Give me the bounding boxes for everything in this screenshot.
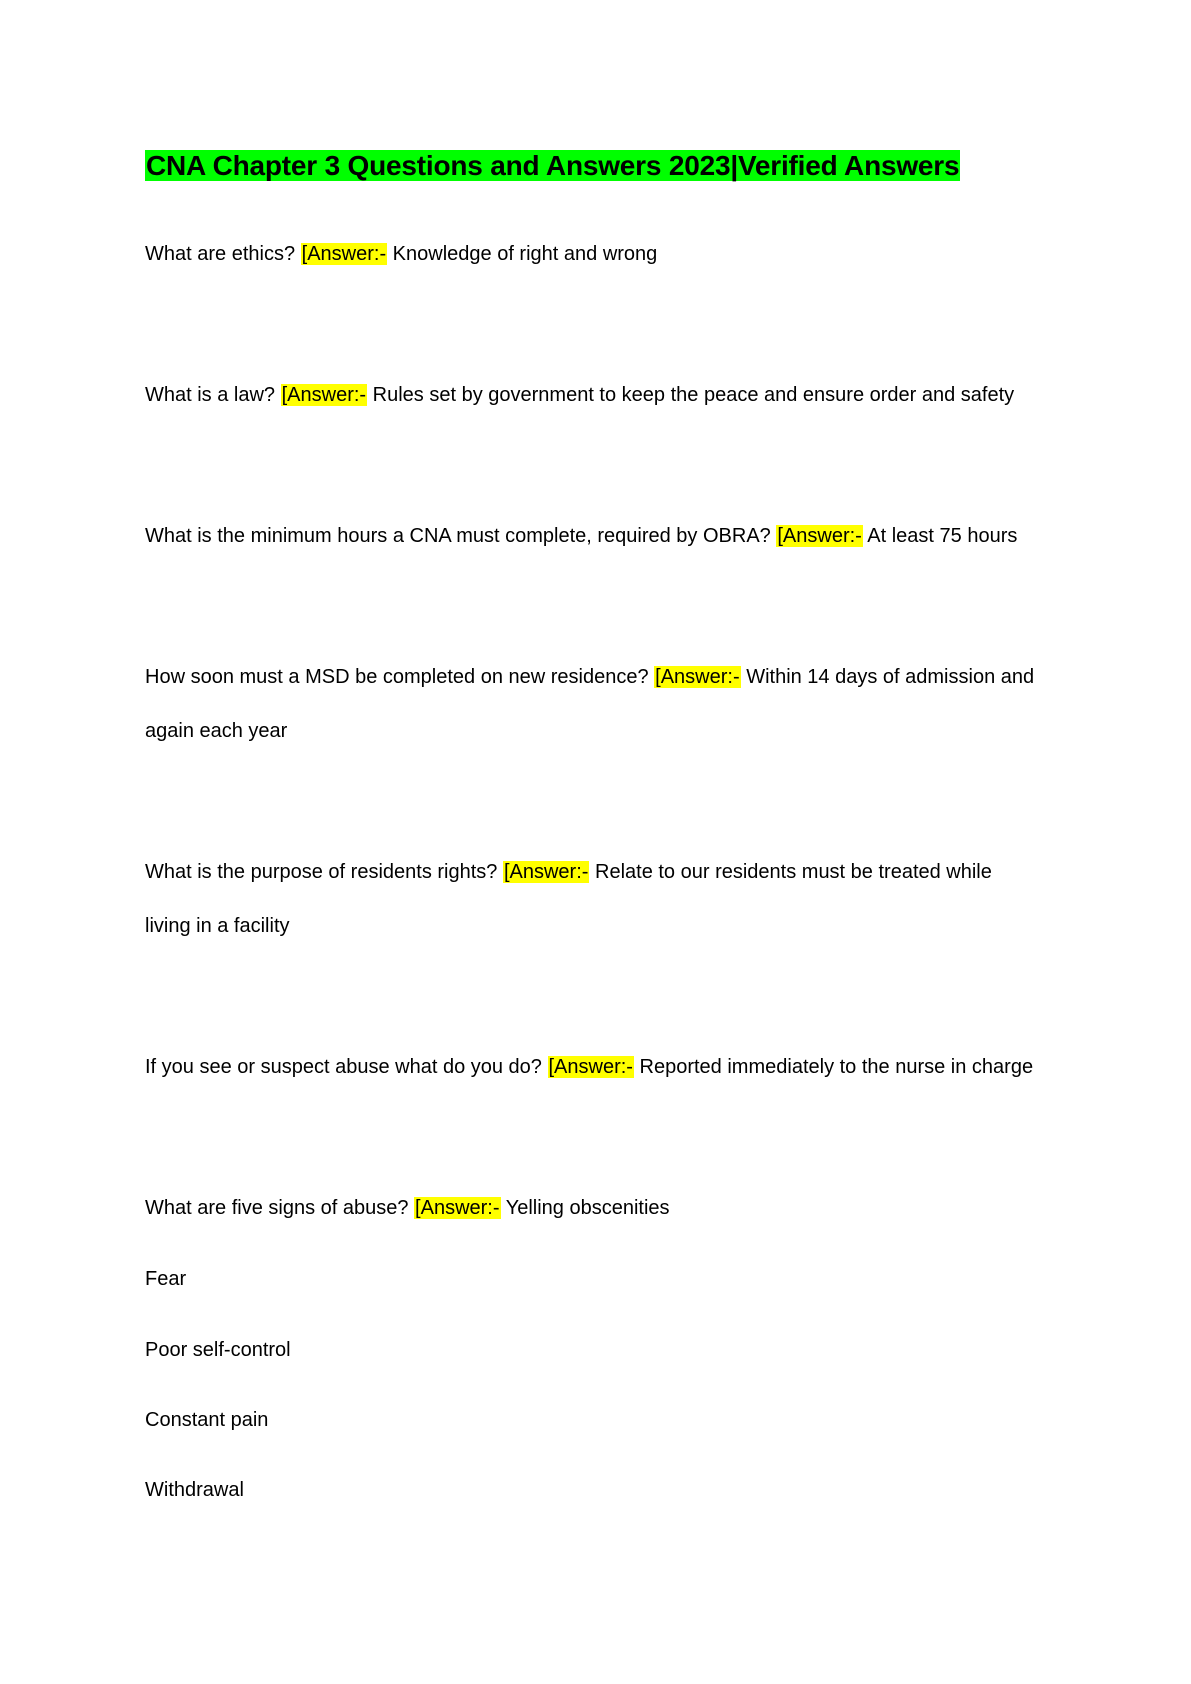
question-text: If you see or suspect abuse what do you do? <box>145 1056 542 1078</box>
answer-marker: [Answer:- <box>777 525 862 547</box>
answer-marker: [Answer:- <box>503 861 589 883</box>
qa-item-ethics <box>145 240 657 268</box>
qa-item-msd <box>145 663 1034 691</box>
qa-item-suspect-abuse <box>145 1053 1033 1081</box>
answer-text: Reported immediately to the nurse in charge <box>639 1056 1034 1078</box>
question-text: What is the purpose of residents rights? <box>145 861 498 883</box>
answer-text: Knowledge of right and wrong <box>392 243 658 265</box>
answer-marker: [Answer:- <box>548 1056 633 1078</box>
answer-text: Yelling obscenities <box>505 1197 670 1219</box>
answer-continuation: living in a facility <box>145 915 290 937</box>
qa-item-law <box>145 381 1014 409</box>
answer-text: Relate to our residents must be treated while <box>595 861 992 883</box>
answer-list-item: Poor self-control <box>145 1339 291 1361</box>
qa-item-obra-hours <box>145 522 1017 550</box>
answer-continuation: again each year <box>145 720 288 742</box>
answer-list-item: Constant pain <box>145 1409 269 1431</box>
question-text: How soon must a MSD be completed on new residence? <box>145 666 649 688</box>
question-text: What are five signs of abuse? <box>145 1197 409 1219</box>
answer-marker: [Answer:- <box>301 243 387 265</box>
qa-item-residents-rights <box>145 858 992 886</box>
answer-marker: [Answer:- <box>281 384 367 406</box>
answer-text: Within 14 days of admission and <box>746 666 1035 688</box>
answer-marker: [Answer:- <box>415 1197 500 1219</box>
answer-marker: [Answer:- <box>655 666 740 688</box>
answer-list-item: Fear <box>145 1268 187 1290</box>
answer-text: At least 75 hours <box>867 525 1018 547</box>
question-text: What is a law? <box>145 384 276 406</box>
document-title: CNA Chapter 3 Questions and Answers 2023|Verified Answers <box>146 150 960 181</box>
answer-text: Rules set by government to keep the peace and ensure order and safety <box>372 384 1015 406</box>
question-text: What is the minimum hours a CNA must complete, required by OBRA? <box>145 525 771 547</box>
question-text: What are ethics? <box>145 243 296 265</box>
answer-list-item: Withdrawal <box>145 1479 244 1501</box>
qa-item-signs-of-abuse <box>145 1194 670 1222</box>
